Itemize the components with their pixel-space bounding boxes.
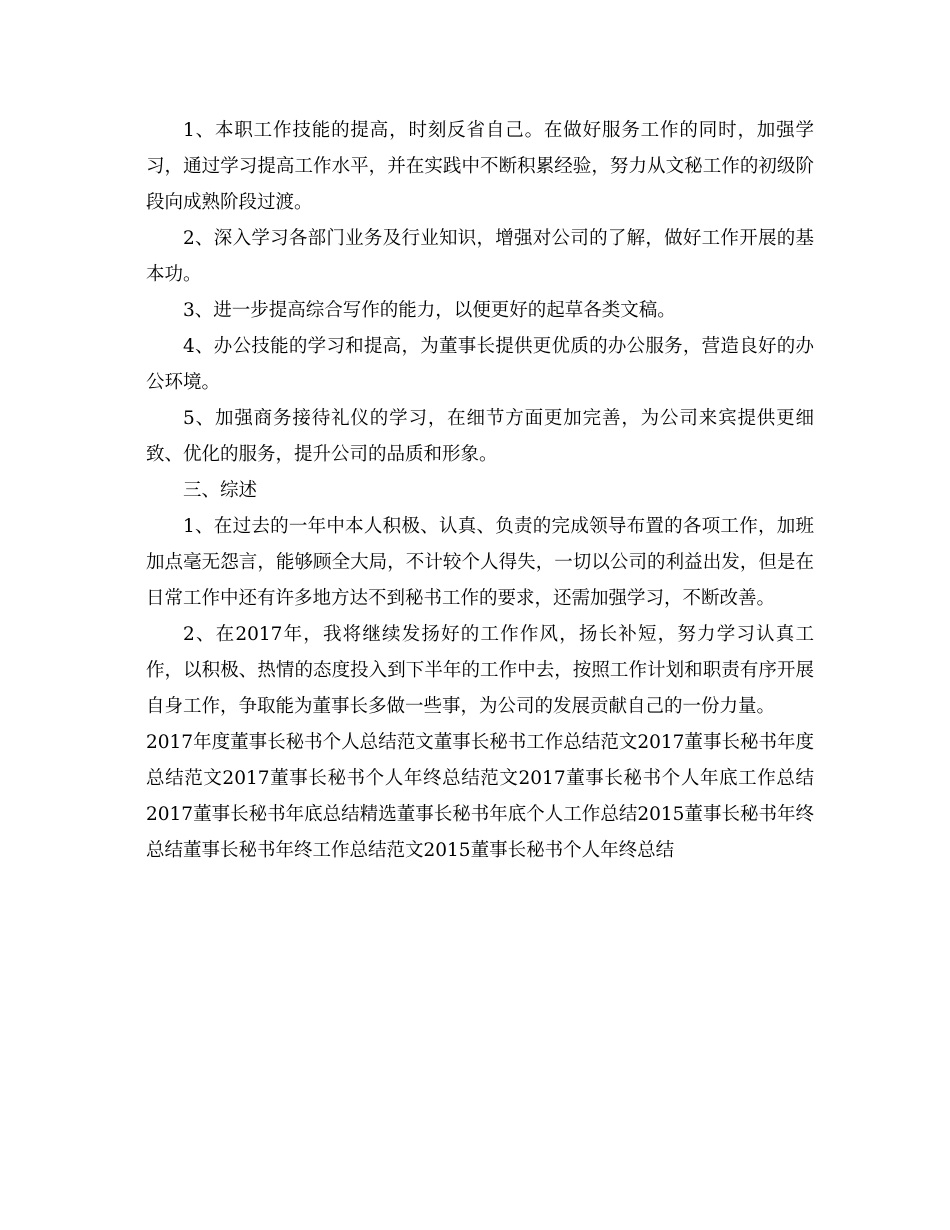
related-titles-text: 2017年度董事长秘书个人总结范文董事长秘书工作总结范文2017董事长秘书年度总结范文2017董事长秘书个人年终总结范文2017董事长秘书个人年底工作总结2017董事长秘书年底总结精选董事长秘书年底个人工作总结2015董事长秘书年终总结董事长秘书年终工作总结范文2015董事长秘书个人年终总结 [146,732,814,861]
paragraph-writing-ability: 3、进一步提高综合写作的能力，以便更好的起草各类文稿。 [183,300,676,321]
paragraph-business-etiquette: 5、加强商务接待礼仪的学习，在细节方面更加完善，为公司来宾提供更细致、优化的服务，提升公司的品质和形象。 [146,408,814,465]
section-heading-summary: 三、综述 [183,480,258,501]
paragraph-future-plan: 2、在2017年，我将继续发扬好的工作作风，扬长补短，努力学习认真工作，以积极、热情的态度投入到下半年的工作中去，按照工作计划和职责有序开展自身工作，争取能为董事长多做一些事，为公司的发展贡献自己的一份力量。 [146,624,814,717]
paragraph-office-skills: 4、办公技能的学习和提高，为董事长提供更优质的办公服务，营造良好的办公环境。 [146,336,814,393]
paragraph-industry-knowledge: 2、深入学习各部门业务及行业知识，增强对公司的了解，做好工作开展的基本功。 [146,228,814,285]
document-body [146,113,814,869]
paragraph-past-year-review: 1、在过去的一年中本人积极、认真、负责的完成领导布置的各项工作，加班加点毫无怨言，能够顾全大局，不计较个人得失，一切以公司的利益出发，但是在日常工作中还有许多地方达不到秘书工作的要求，还需加强学习，不断改善。 [146,516,814,609]
paragraph-skill-improvement: 1、本职工作技能的提高，时刻反省自己。在做好服务工作的同时，加强学习，通过学习提高工作水平，并在实践中不断积累经验，努力从文秘工作的初级阶段向成熟阶段过渡。 [146,120,814,213]
